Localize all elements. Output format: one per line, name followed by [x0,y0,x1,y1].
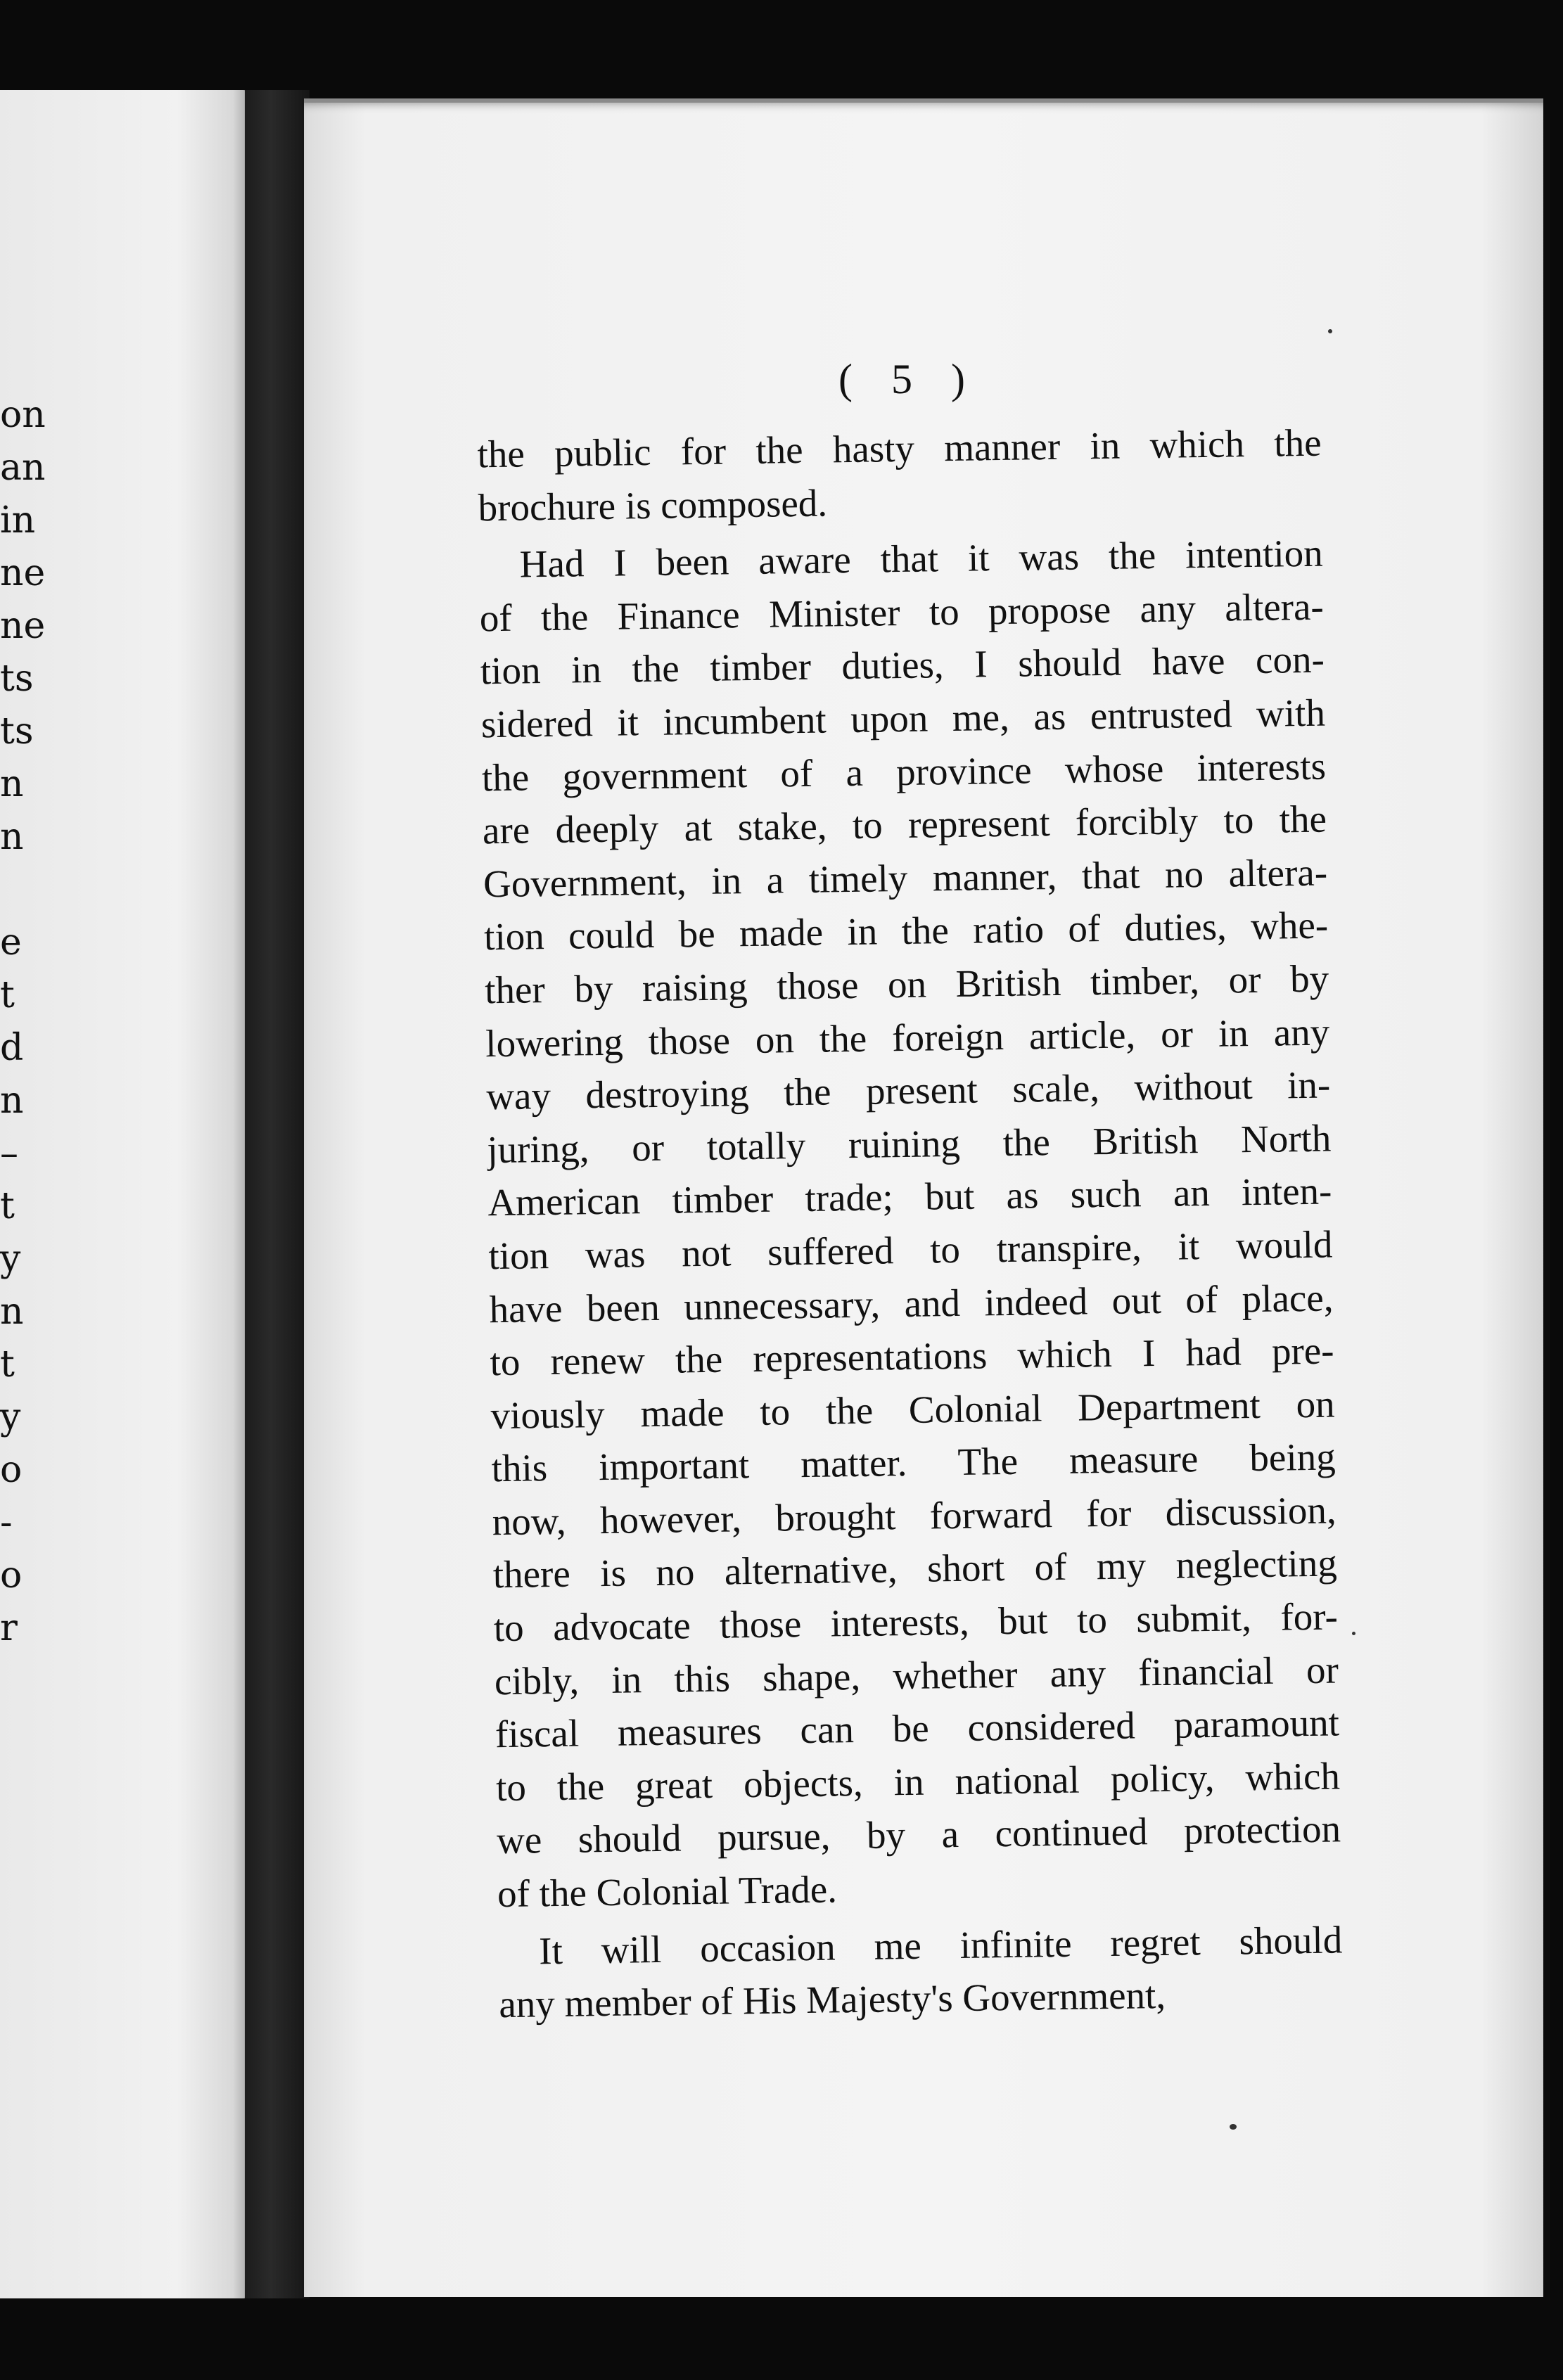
text-line: this important matter. The measure being [491,1435,1336,1490]
left-page-fragment: y [0,1238,21,1280]
left-page-fragment: o [0,1449,23,1491]
text-line: any member of His Majesty's Government, [498,1973,1166,2026]
left-page-fragment: t [0,974,15,1016]
left-page-fragment: ts [0,710,34,753]
text-line: of the Colonial Trade. [497,1867,838,1916]
ink-speck [1328,329,1332,333]
text-line: to renew the representations which I had pre- [490,1329,1334,1384]
left-page-fragment: r [0,1607,18,1649]
text-line: American timber trade; but as such an inten- [487,1169,1332,1224]
text-line: It will occasion me infinite regret should [538,1918,1343,1972]
text-line: brochure is composed. [478,481,828,529]
left-page-fragment: on [0,394,46,436]
text-line: the public for the hasty manner in which the [477,421,1322,476]
text-line: of the Finance Minister to propose any altera- [479,584,1325,640]
book-gutter [245,90,310,2298]
text-line: sidered it incumbent upon me, as entrusted with [480,691,1326,746]
left-page-fragment: o [0,1554,23,1597]
text-line: the government of a province whose interests [481,744,1327,799]
left-page-fragment: d [0,1027,24,1069]
left-page-fragment: t [0,1343,15,1386]
text-line: way destroying the present scale, without in- [485,1063,1331,1118]
ink-speck [1352,1632,1355,1635]
body-text [477,416,1344,2031]
left-page-fragment: n [0,1080,24,1122]
left-page-fragment: ts [0,658,34,700]
text-line: we should pursue, by a continued protection [496,1807,1341,1862]
text-line: lowering those on the foreign article, or in any [485,1010,1330,1065]
left-page-fragment: ne [0,605,46,647]
page-number: ( 5 ) [838,356,979,402]
left-page-fragment: n [0,1291,24,1333]
text-line: viously made to the Colonial Department on [490,1382,1335,1437]
text-line: to advocate those interests, but to submit, for- [493,1594,1339,1650]
left-page-fragment: ne [0,552,46,594]
left-page-fragment: y [0,1396,21,1438]
text-line: are deeply at stake, to represent forcibly to the [482,797,1327,852]
left-page-fragment: - [0,1502,13,1544]
left-page-fragment: in [0,499,36,542]
text-line: tion could be made in the ratio of duties, whe- [483,903,1329,959]
text-line: cibly, in this shape, whether any financial or [494,1648,1339,1703]
left-page-fragment: n [0,763,24,805]
left-page-fragment: n [0,816,24,858]
text-line: there is no alternative, short of my neglecting [492,1541,1338,1597]
text-line: to the great objects, in national policy, which [495,1754,1341,1810]
ink-speck [1230,2124,1237,2130]
left-page [0,90,253,2298]
text-line: fiscal measures can be considered paramount [495,1701,1340,1756]
text-line: now, however, brought forward for discussion, [492,1488,1337,1544]
text-line: tion was not suffered to transpire, it would [488,1222,1333,1278]
text-line: juring, or totally ruining the British North [486,1116,1332,1171]
text-line: ther by raising those on British timber, or by [484,957,1329,1012]
text-line: Had I been aware that it was the intention [519,531,1324,586]
text-line: Government, in a timely manner, that no altera- [483,850,1328,906]
left-page-fragment: an [0,447,46,489]
text-line: tion in the timber duties, I should have con- [480,637,1325,693]
left-page-fragment: e [0,921,22,964]
left-page-fragment: – [0,1132,18,1175]
text-line: have been unnecessary, and indeed out of place, [489,1276,1334,1331]
left-page-fragment: t [0,1185,15,1227]
